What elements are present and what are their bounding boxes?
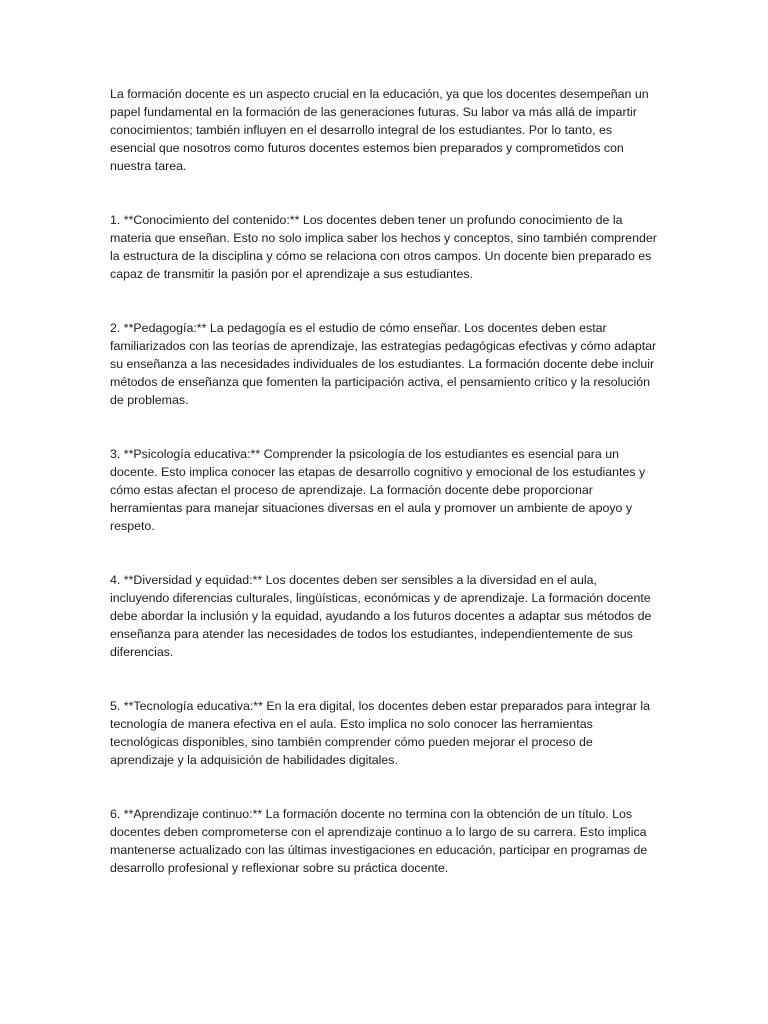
item-conocimiento-contenido: 1. **Conocimiento del contenido:** Los docentes deben tener un profundo conocimiento de la materia que enseñan. Esto no solo implica saber los hechos y conceptos, sino también comprender la estructura de la disciplina y cómo se relaciona con otros campos. Un docente bien preparado es capaz de transmitir la pasión por el aprendizaje a sus estudiantes. (110, 213, 657, 281)
paragraph-gap (110, 661, 658, 697)
item-diversidad-equidad: 4. **Diversidad y equidad:** Los docentes deben ser sensibles a la diversidad en el aula, incluyendo diferencias culturales, lingüísticas, económicas y de aprendizaje. La formación docente debe abordar la inclusión y la equidad, ayudando a los futuros docentes a adaptar sus métodos de enseñanza para atender las necesidades de todos los estudiantes, independientemente de sus diferencias. (110, 573, 652, 659)
intro-paragraph: La formación docente es un aspecto crucial en la educación, ya que los docentes desempeñan un papel fundamental en la formación de las generaciones futuras. Su labor va más allá de impartir conocimientos; también influyen en el desarrollo integral de los estudiantes. Por lo tanto, es esencial que nosotros como futuros docentes estemos bien preparados y comprometidos con nuestra tarea. (110, 87, 649, 173)
paragraph-gap (110, 409, 658, 445)
item-tecnologia-educativa: 5. **Tecnología educativa:** En la era digital, los docentes deben estar preparados para integrar la tecnología de manera efectiva en el aula. Esto implica no solo conocer las herramientas tecnológicas disponibles, sino también comprender cómo pueden mejorar el proceso de aprendizaje y la adquisición de habilidades digitales. (110, 699, 651, 767)
paragraph-gap (110, 175, 658, 211)
item-psicologia-educativa: 3. **Psicología educativa:** Comprender la psicología de los estudiantes es esencial para un docente. Esto implica conocer las etapas de desarrollo cognitivo y emocional de los estudiantes y cómo estas afectan el proceso de aprendizaje. La formación docente debe proporcionar herramientas para manejar situaciones diversas en el aula y promover un ambiente de apoyo y respeto. (110, 447, 646, 533)
item-pedagogia: 2. **Pedagogía:** La pedagogía es el estudio de cómo enseñar. Los docentes deben estar familiarizados con las teorías de aprendizaje, las estrategias pedagógicas efectivas y cómo adaptar su enseñanza a las necesidades individuales de los estudiantes. La formación docente debe incluir métodos de enseñanza que fomenten la participación activa, el pensamiento crítico y la resolución de problemas. (110, 321, 657, 407)
paragraph-gap (110, 535, 658, 571)
document-page (110, 85, 658, 877)
item-aprendizaje-continuo: 6. **Aprendizaje continuo:** La formación docente no termina con la obtención de un título. Los docentes deben comprometerse con el aprendizaje continuo a lo largo de su carrera. Esto implica mantenerse actualizado con las últimas investigaciones en educación, participar en programas de desarrollo profesional y reflexionar sobre su práctica docente. (110, 807, 648, 875)
paragraph-gap (110, 283, 658, 319)
paragraph-gap (110, 769, 658, 805)
